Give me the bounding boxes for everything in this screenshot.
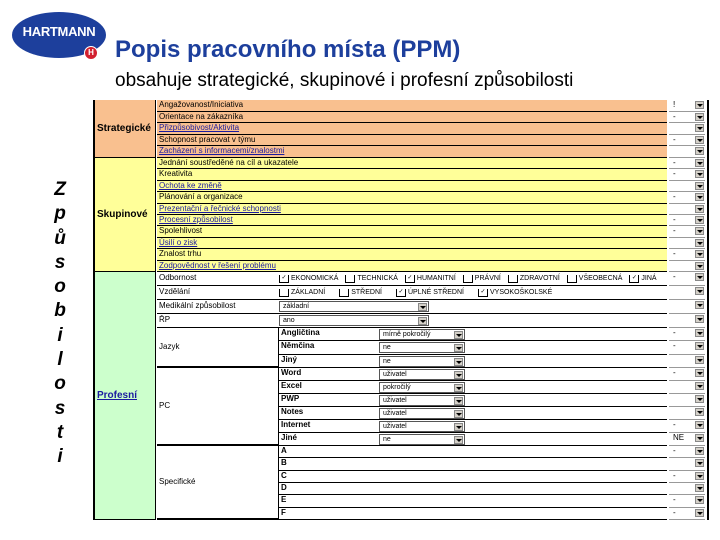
priority-dropdown[interactable]: [669, 483, 705, 495]
priority-dropdown[interactable]: [669, 272, 705, 286]
item-name: Jiný: [281, 354, 298, 364]
subrow-pc: [279, 420, 667, 433]
select-value: uživatel: [383, 409, 407, 417]
competency-row: [157, 146, 667, 158]
chevron-down-icon[interactable]: [695, 227, 704, 235]
chevron-down-icon[interactable]: [418, 303, 427, 311]
chevron-down-icon[interactable]: [695, 287, 704, 295]
chevron-down-icon[interactable]: [695, 301, 704, 309]
subrow-pc: [279, 407, 667, 420]
checkbox-label: ÚPLNÉ STŘEDNÍ: [407, 289, 464, 296]
row-label: Medikální způsobilost: [159, 301, 236, 310]
side-letter: ů: [54, 227, 66, 249]
subrow-specificke: [279, 483, 667, 495]
group-strategic: Strategické: [95, 100, 156, 158]
side-letter: i: [57, 324, 63, 346]
chevron-down-icon[interactable]: [695, 484, 704, 492]
dropdown-value: -: [673, 215, 676, 224]
level-select[interactable]: [379, 356, 465, 367]
page-subtitle: obsahuje strategické, skupinové i profesní způsobilosti: [115, 70, 574, 91]
dropdown-value: -: [673, 419, 676, 429]
chevron-down-icon[interactable]: [695, 239, 704, 247]
item-name: PWP: [281, 393, 300, 403]
checkbox-label: VYSOKOŠKOLSKÉ: [489, 289, 553, 296]
priority-dropdown[interactable]: [669, 446, 705, 458]
competency-link[interactable]: Prezentační a řečnické schopnosti: [159, 203, 281, 213]
category-jazyk: Jazyk: [157, 328, 279, 368]
chevron-down-icon[interactable]: [695, 147, 704, 155]
select-value: základní: [283, 303, 310, 310]
side-letter: b: [54, 300, 66, 322]
level-select[interactable]: [379, 421, 465, 432]
competency-row: [157, 261, 667, 272]
checkbox-label: TECHNICKÁ: [357, 275, 398, 282]
dropdown-value: -: [673, 470, 676, 480]
competency-label: Kreativita: [159, 169, 193, 179]
competency-row: [157, 135, 667, 147]
priority-dropdown[interactable]: [669, 249, 705, 260]
competency-label: Jednání soustředěné na cíl a ukazatele: [159, 158, 299, 167]
dropdown-value: -: [673, 341, 676, 351]
chevron-down-icon[interactable]: [695, 182, 704, 190]
chevron-down-icon[interactable]: [695, 159, 704, 167]
checkbox-box[interactable]: [463, 275, 473, 283]
category-specificke: Specifické: [157, 446, 279, 520]
chevron-down-icon[interactable]: [695, 205, 704, 213]
group-group: Skupinové: [95, 158, 156, 272]
chevron-down-icon[interactable]: [695, 356, 704, 364]
item-name: Notes: [281, 406, 304, 416]
priority-dropdown[interactable]: [669, 341, 705, 354]
level-select[interactable]: [379, 395, 465, 406]
chevron-down-icon[interactable]: [695, 509, 704, 517]
dropdown-value: -: [673, 158, 676, 167]
competency-row: [157, 169, 667, 180]
checkbox-3[interactable]: [478, 288, 552, 297]
chevron-down-icon[interactable]: [418, 317, 427, 325]
priority-dropdown[interactable]: [669, 381, 705, 394]
side-letter: i: [57, 446, 63, 468]
checkbox-box[interactable]: [339, 289, 349, 297]
priority-dropdown[interactable]: [669, 328, 705, 341]
chevron-down-icon[interactable]: [695, 170, 704, 178]
checkbox-2[interactable]: [405, 274, 456, 283]
row-odbornost: [157, 272, 667, 286]
chevron-down-icon[interactable]: [454, 344, 463, 352]
competency-row: [157, 181, 667, 192]
checkbox-2[interactable]: [396, 288, 464, 297]
dropdown-value: -: [673, 272, 676, 281]
chevron-down-icon[interactable]: [695, 250, 704, 258]
level-select[interactable]: [379, 382, 465, 393]
logo-text: HARTMANN: [22, 24, 96, 39]
dropdown-value: -: [673, 507, 676, 517]
competency-row: [157, 226, 667, 237]
chevron-down-icon[interactable]: [695, 459, 704, 467]
side-letter: o: [54, 276, 66, 298]
checkbox-box[interactable]: ✓: [478, 289, 488, 297]
select-value: uživatel: [383, 422, 407, 430]
checkbox-1[interactable]: [345, 274, 397, 283]
priority-dropdown[interactable]: [669, 355, 705, 368]
side-letter: Z: [54, 179, 66, 200]
logo-mark: H: [84, 46, 98, 60]
checkbox-box[interactable]: ✓: [629, 275, 639, 283]
checkbox-label: STŘEDNÍ: [351, 289, 382, 296]
competency-link[interactable]: Zacházení s informacemi/znalostmi: [159, 146, 285, 156]
chevron-down-icon[interactable]: [695, 216, 704, 224]
level-select[interactable]: [279, 315, 429, 326]
priority-dropdown[interactable]: [669, 226, 705, 237]
competency-link[interactable]: Ochota ke změně: [159, 180, 222, 190]
item-name: Jiné: [281, 432, 298, 442]
competency-row: [157, 192, 667, 203]
chevron-down-icon[interactable]: [454, 384, 463, 392]
level-select[interactable]: [379, 342, 465, 353]
level-select[interactable]: [379, 329, 465, 340]
side-letter: p: [54, 203, 66, 225]
page-title: Popis pracovního místa (PPM): [115, 36, 461, 63]
subrow-pc: [279, 381, 667, 394]
chevron-down-icon[interactable]: [695, 496, 704, 504]
subrow-specificke: [279, 458, 667, 470]
priority-dropdown[interactable]: [669, 169, 705, 180]
competency-link[interactable]: Procesní způsobilost: [159, 215, 233, 224]
chevron-down-icon[interactable]: [454, 371, 463, 379]
level-select[interactable]: [379, 434, 465, 445]
priority-dropdown[interactable]: [669, 123, 705, 135]
select-value: ne: [383, 344, 391, 352]
competency-link[interactable]: Zodpovědnost v řešení problému: [159, 260, 276, 270]
checkbox-0[interactable]: [279, 288, 325, 297]
select-value: ne: [383, 357, 391, 365]
checkbox-group: [279, 288, 665, 297]
checkbox-box[interactable]: ✓: [396, 289, 406, 297]
group-professional: [95, 272, 156, 520]
competency-row: [157, 204, 667, 215]
subrow-jazyk: [279, 355, 667, 368]
item-name: B: [281, 458, 287, 468]
subrow-pc: [279, 368, 667, 381]
priority-dropdown[interactable]: [669, 204, 705, 215]
subrow-pc: [279, 394, 667, 407]
chevron-down-icon[interactable]: [695, 273, 704, 281]
competency-label: Znalost trhu: [159, 249, 202, 259]
level-select[interactable]: [379, 369, 465, 380]
dropdown-value: -: [673, 445, 676, 455]
chevron-down-icon[interactable]: [695, 421, 704, 429]
side-letter: l: [57, 349, 63, 371]
priority-dropdown[interactable]: [669, 433, 705, 446]
competency-label: Schopnost pracovat v týmu: [159, 134, 256, 144]
dropdown-value: -: [673, 226, 676, 236]
item-name: D: [281, 482, 287, 492]
chevron-down-icon[interactable]: [454, 397, 463, 405]
item-name: F: [281, 507, 286, 517]
priority-dropdown[interactable]: [669, 146, 705, 158]
dropdown-value: -: [673, 134, 676, 144]
competency-label: Plánování a organizace: [159, 192, 243, 202]
checkbox-box[interactable]: [508, 275, 518, 283]
chevron-down-icon[interactable]: [454, 423, 463, 431]
priority-dropdown[interactable]: [669, 158, 705, 169]
checkbox-label: HUMANITNÍ: [416, 275, 456, 282]
checkbox-0[interactable]: [279, 274, 338, 283]
checkbox-label: ZÁKLADNÍ: [291, 289, 326, 296]
side-letter: s: [54, 251, 66, 273]
chevron-down-icon[interactable]: [695, 113, 704, 121]
chevron-down-icon[interactable]: [695, 262, 704, 270]
priority-dropdown[interactable]: [669, 458, 705, 470]
checkbox-box[interactable]: [345, 275, 355, 283]
dropdown-value: -: [673, 169, 676, 179]
subrow-specificke: [279, 495, 667, 507]
dropdown-value: -: [673, 249, 676, 259]
select-value: uživatel: [383, 396, 407, 404]
priority-dropdown[interactable]: [669, 112, 705, 124]
priority-dropdown[interactable]: [669, 420, 705, 433]
chevron-down-icon[interactable]: [454, 358, 463, 366]
level-select[interactable]: [379, 408, 465, 419]
competency-row: [157, 249, 667, 260]
checkbox-1[interactable]: [339, 288, 382, 297]
priority-dropdown[interactable]: [669, 368, 705, 381]
row-label: Odbornost: [159, 273, 197, 282]
row-label: ŘP: [159, 315, 171, 324]
dropdown-value: NE: [673, 432, 685, 442]
priority-dropdown[interactable]: [669, 314, 705, 328]
chevron-down-icon[interactable]: [695, 369, 704, 377]
subrow-specificke: [279, 446, 667, 458]
chevron-down-icon[interactable]: [695, 136, 704, 144]
checkbox-4[interactable]: [508, 274, 560, 283]
dropdown-value: -: [673, 367, 676, 377]
subrow-jazyk: [279, 341, 667, 354]
checkbox-box[interactable]: ✓: [405, 275, 415, 283]
side-letter: t: [56, 421, 64, 443]
checkbox-label: EKONOMICKÁ: [291, 275, 339, 282]
category-pc: PC: [157, 368, 279, 446]
chevron-down-icon[interactable]: [695, 342, 704, 350]
checkbox-label: ZDRAVOTNÍ: [519, 275, 560, 282]
priority-dropdown[interactable]: [669, 215, 705, 226]
chevron-down-icon[interactable]: [695, 408, 704, 416]
dropdown-value: -: [673, 328, 676, 337]
row-vzdelani: [157, 286, 667, 300]
item-name: E: [281, 495, 287, 505]
checkbox-5[interactable]: [567, 274, 623, 283]
priority-dropdown[interactable]: [669, 407, 705, 420]
dropdown-value: !: [673, 100, 676, 109]
subrow-jazyk: [279, 328, 667, 341]
competency-label: Spolehlivost: [159, 226, 203, 236]
item-name: Němčina: [281, 341, 315, 351]
priority-dropdown[interactable]: [669, 261, 705, 272]
item-name: Excel: [281, 380, 302, 390]
subrow-specificke: [279, 508, 667, 520]
side-letter: o: [54, 373, 66, 395]
row-label: Vzdělání: [159, 287, 191, 296]
competency-row: [157, 100, 667, 112]
chevron-down-icon[interactable]: [695, 472, 704, 480]
priority-dropdown[interactable]: [669, 135, 705, 147]
priority-dropdown[interactable]: [669, 394, 705, 407]
priority-dropdown[interactable]: [669, 238, 705, 249]
professional-link[interactable]: Profesní: [97, 390, 138, 401]
checkbox-group: [279, 274, 665, 283]
competency-row: [157, 112, 667, 124]
checkbox-label: VŠEOBECNÁ: [578, 275, 623, 282]
priority-dropdown[interactable]: [669, 471, 705, 483]
subrow-pc: [279, 433, 667, 446]
checkbox-6[interactable]: [629, 274, 656, 283]
item-name: Word: [281, 367, 302, 377]
chevron-down-icon[interactable]: [695, 193, 704, 201]
competency-link[interactable]: Úsilí o zisk: [159, 237, 198, 247]
chevron-down-icon[interactable]: [695, 434, 704, 442]
priority-dropdown[interactable]: [669, 100, 705, 112]
chevron-down-icon[interactable]: [454, 410, 463, 418]
item-name: A: [281, 445, 287, 455]
checkbox-box[interactable]: [279, 289, 289, 297]
checkbox-box[interactable]: [567, 275, 577, 283]
priority-dropdown[interactable]: [669, 286, 705, 300]
side-letter: s: [54, 397, 66, 419]
item-name: Internet: [281, 419, 311, 429]
competency-row: [157, 215, 667, 226]
chevron-down-icon[interactable]: [454, 436, 463, 444]
checkbox-label: JINÁ: [641, 275, 657, 282]
dropdown-value: -: [673, 495, 676, 505]
chevron-down-icon[interactable]: [695, 395, 704, 403]
chevron-down-icon[interactable]: [695, 447, 704, 455]
item-name: C: [281, 470, 287, 480]
checkbox-label: PRÁVNÍ: [474, 275, 501, 282]
chevron-down-icon[interactable]: [695, 315, 704, 323]
select-value: ano: [283, 317, 295, 324]
priority-dropdown[interactable]: [669, 495, 705, 507]
competency-label: Angažovanost/Iniciativa: [159, 100, 244, 109]
competency-row: [157, 238, 667, 249]
priority-dropdown[interactable]: [669, 300, 705, 314]
select-value: pokročilý: [383, 383, 411, 391]
select-value: uživatel: [383, 370, 407, 378]
priority-dropdown[interactable]: [669, 192, 705, 203]
chevron-down-icon[interactable]: [695, 101, 704, 109]
dropdown-value: -: [673, 111, 676, 121]
chevron-down-icon[interactable]: [695, 382, 704, 390]
checkbox-3[interactable]: [463, 274, 501, 283]
subrow-specificke: [279, 471, 667, 483]
select-value: ne: [383, 435, 391, 443]
chevron-down-icon[interactable]: [454, 331, 463, 339]
level-select[interactable]: [279, 301, 429, 312]
competency-sheet: [93, 100, 709, 520]
competency-row: [157, 158, 667, 169]
competency-row: [157, 123, 667, 135]
select-value: mírně pokročilý: [383, 331, 431, 338]
chevron-down-icon[interactable]: [695, 329, 704, 337]
competency-label: Orientace na zákazníka: [159, 111, 244, 121]
vertical-label-zpusobilosti: [50, 178, 70, 470]
dropdown-value: -: [673, 192, 676, 202]
item-name: Angličtina: [281, 328, 320, 337]
chevron-down-icon[interactable]: [695, 124, 704, 132]
priority-dropdown[interactable]: [669, 181, 705, 192]
priority-dropdown[interactable]: [669, 508, 705, 520]
competency-link[interactable]: Přizpůsobivost/Aktivita: [159, 123, 240, 133]
checkbox-box[interactable]: ✓: [279, 275, 289, 283]
